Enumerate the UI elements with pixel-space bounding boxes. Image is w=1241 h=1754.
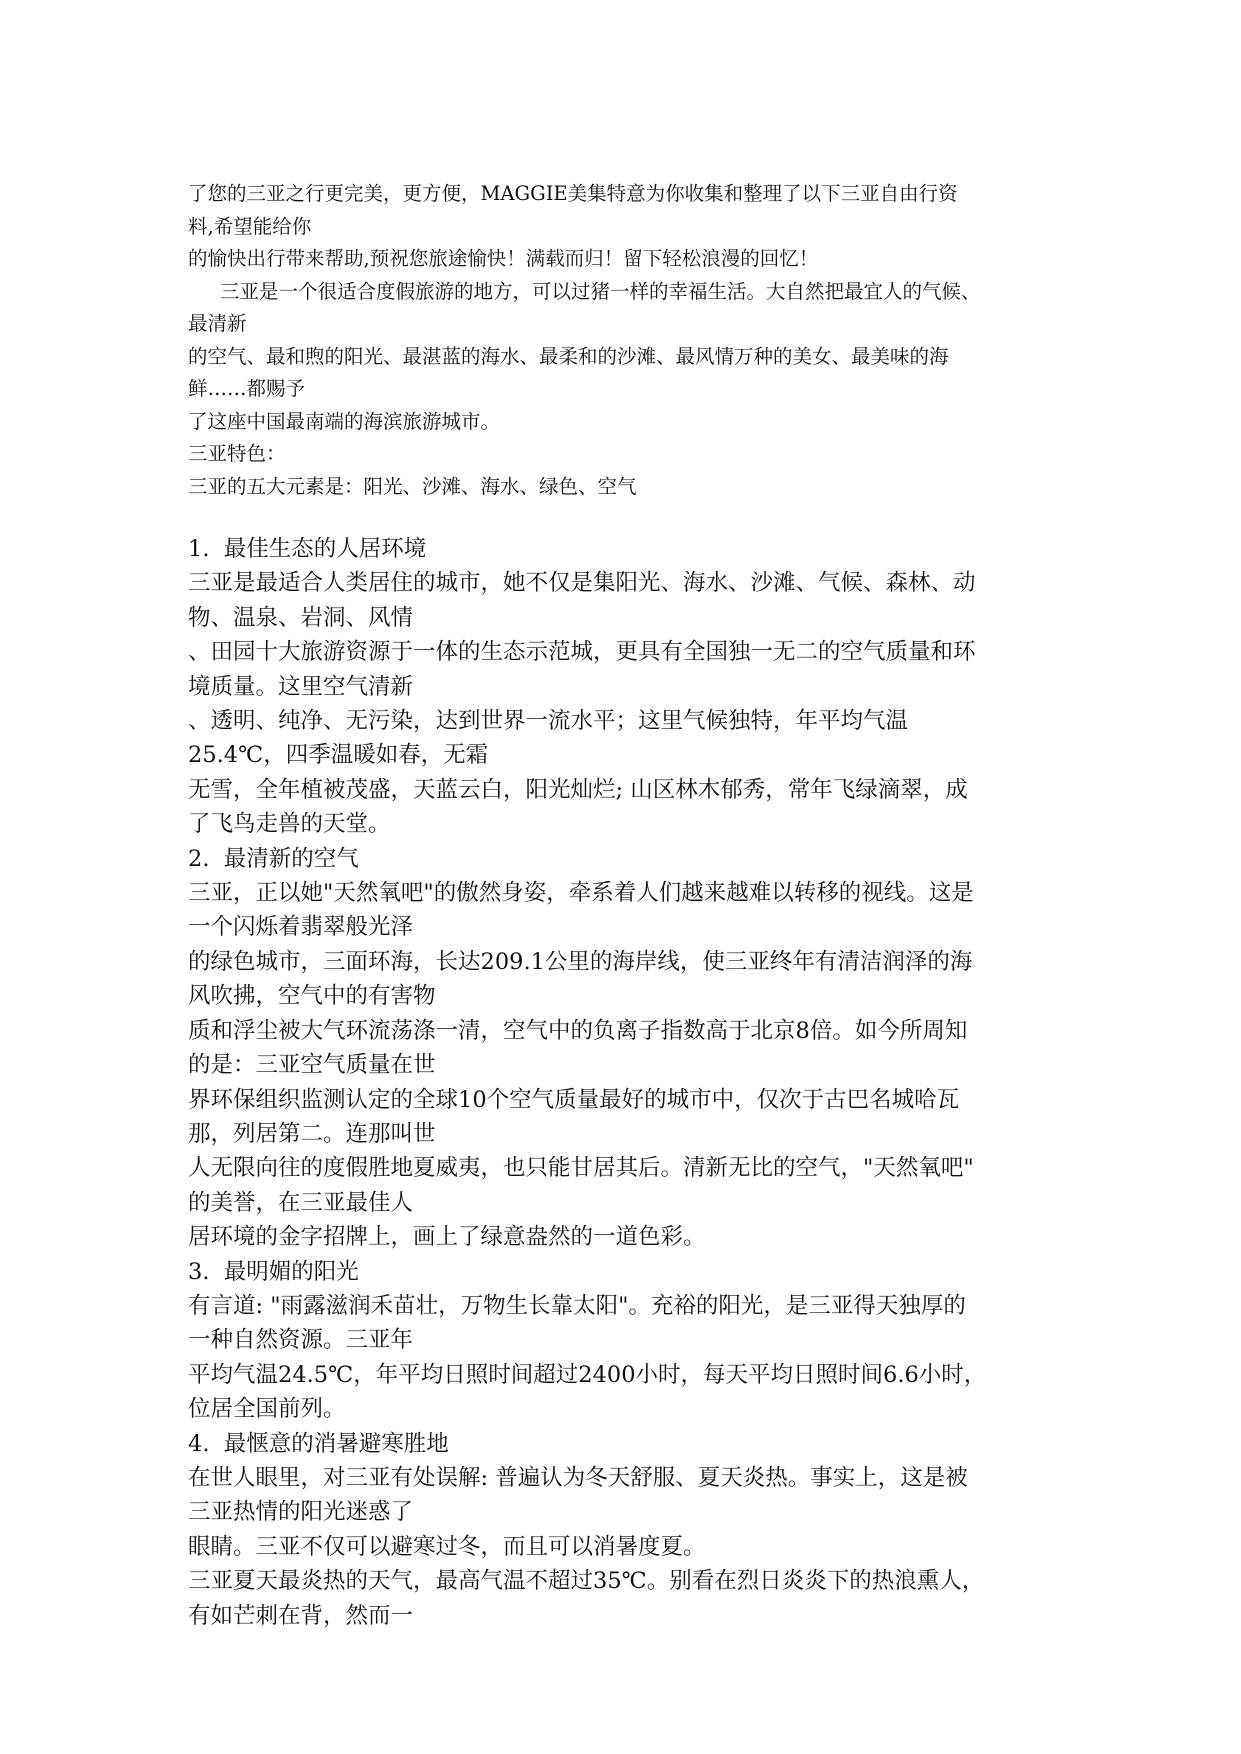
body-line: 平均气温24.5℃，年平均日照时间超过2400小时，每天平均日照时间6.6小时，	[188, 1361, 987, 1388]
body-line: 三亚夏天最炎热的天气，最高气温不超过35℃。别看在烈日炎炎下的热浪熏人，	[188, 1568, 985, 1595]
body-line: 无雪，全年植被茂盛，天蓝云白，阳光灿烂; 山区林木郁秀，常年飞绿滴翠，成	[188, 776, 968, 803]
section-heading: 3. 最明媚的阳光	[188, 1258, 359, 1285]
body-line: 、透明、纯净、无污染，达到世界一流水平；这里气候独特，年平均气温	[188, 708, 909, 735]
body-line: 一种自然资源。三亚年	[188, 1327, 414, 1354]
intro-section	[188, 178, 1058, 503]
intro-line: 鲜……都赐予	[188, 377, 306, 400]
intro-line: 了您的三亚之行更完美，更方便，MAGGIE美集特意为你收集和整理了以下三亚自由行资	[188, 182, 958, 205]
main-section	[188, 532, 1058, 1633]
body-line: 眼睛。三亚不仅可以避寒过冬，而且可以消暑度夏。	[188, 1533, 706, 1560]
body-line: 有言道: "雨露滋润禾苗壮，万物生长靠太阳"。充裕的阳光，是三亚得天独厚的	[188, 1292, 966, 1319]
section-heading: 4. 最惬意的消暑避寒胜地	[188, 1430, 449, 1457]
intro-line: 了这座中国最南端的海滨旅游城市。	[188, 409, 501, 433]
intro-line: 最清新	[188, 312, 247, 335]
body-line: 、田园十大旅游资源于一体的生态示范城，更具有全国独一无二的空气质量和环	[188, 639, 976, 666]
body-line: 人无限向往的度假胜地夏威夷，也只能甘居其后。清新无比的空气，"天然氧吧"	[188, 1155, 974, 1182]
body-line: 风吹拂，空气中的有害物	[188, 983, 436, 1010]
body-line: 三亚热情的阳光迷惑了	[188, 1499, 414, 1526]
body-line: 25.4℃，四季温暖如春，无霜	[188, 742, 489, 769]
body-line: 物、温泉、岩洞、风情	[188, 604, 414, 631]
body-line: 的美誉，在三亚最佳人	[188, 1189, 414, 1216]
body-line: 三亚是最适合人类居住的城市，她不仅是集阳光、海水、沙滩、气候、森林、动	[188, 570, 976, 597]
section-label: 三亚特色：	[188, 442, 286, 465]
intro-line: 的空气、最和煦的阳光、最湛蓝的海水、最柔和的沙滩、最风情万种的美女、最美味的海	[188, 344, 949, 368]
body-line: 有如芒刺在背，然而一	[188, 1602, 414, 1629]
body-line: 居环境的金字招牌上，画上了绿意盎然的一道色彩。	[188, 1224, 706, 1251]
body-line: 了飞鸟走兽的天堂。	[188, 811, 391, 838]
body-line: 质和浮尘被大气环流荡涤一清，空气中的负离子指数高于北京8倍。如今所周知	[188, 1017, 968, 1044]
body-line: 三亚，正以她"天然氧吧"的傲然身姿，牵系着人们越来越难以转移的视线。这是	[188, 880, 974, 907]
body-line: 的绿色城市，三面环海，长达209.1公里的海岸线，使三亚终年有清洁润泽的海	[188, 948, 973, 975]
body-line: 界环保组织监测认定的全球10个空气质量最好的城市中，仅次于古巴名城哈瓦	[188, 1086, 960, 1113]
body-line: 那，列居第二。连那叫世	[188, 1120, 436, 1147]
intro-line: 料,希望能给你	[188, 214, 312, 238]
intro-line: 的愉快出行带来帮助,预祝您旅途愉快！满载而归！留下轻松浪漫的回忆！	[188, 247, 819, 270]
intro-line: 三亚是一个很适合度假旅游的地方，可以过猪一样的幸福生活。大自然把最宜人的气候、	[220, 279, 981, 303]
intro-line: 三亚的五大元素是：阳光、沙滩、海水、绿色、空气	[188, 474, 637, 498]
body-line: 在世人眼里，对三亚有处误解: 普遍认为冬天舒服、夏天炎热。事实上，这是被	[188, 1464, 968, 1491]
section-heading: 2. 最清新的空气	[188, 845, 359, 872]
body-line: 的是：三亚空气质量在世	[188, 1052, 436, 1079]
section-heading: 1. 最佳生态的人居环境	[188, 536, 427, 562]
body-line: 位居全国前列。	[188, 1396, 346, 1423]
body-line: 境质量。这里空气清新	[188, 673, 414, 700]
body-line: 一个闪烁着翡翠般光泽	[188, 914, 414, 941]
